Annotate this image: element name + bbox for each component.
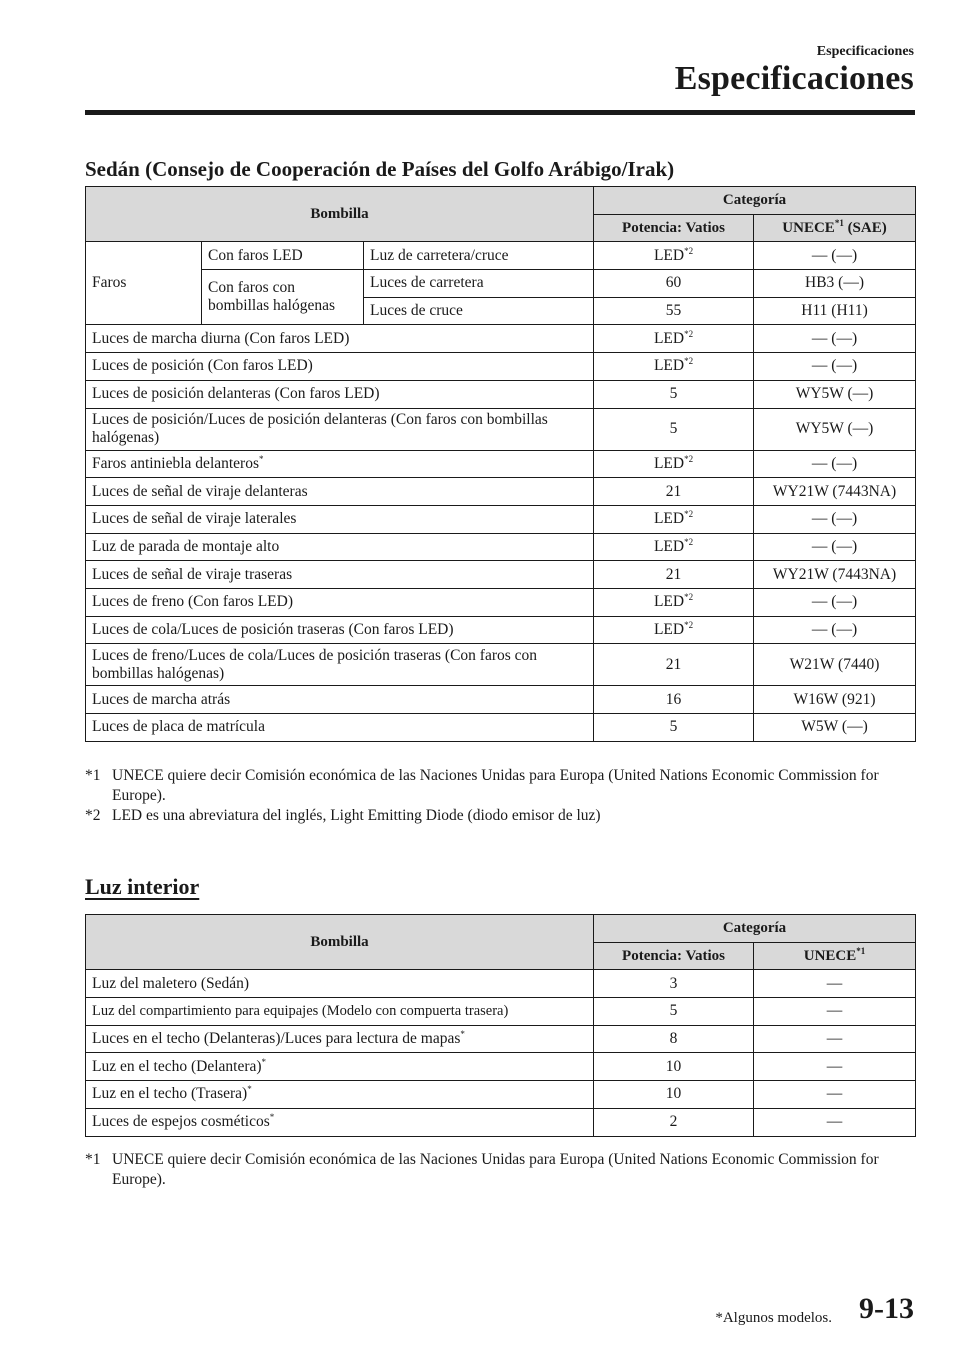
bulb-name: Luces de placa de matrícula — [86, 714, 594, 742]
bulb-name: Luces en el techo (Delanteras)/Luces para lectura de mapas* — [86, 1025, 594, 1053]
footnote — [85, 766, 915, 806]
table-row — [86, 714, 916, 742]
sedan-footnotes — [85, 766, 915, 826]
power-cell: LED$^{*2}$ — [594, 616, 754, 644]
unece-cell: — — [754, 1108, 916, 1136]
power-cell: 55 — [594, 297, 754, 325]
bulb-name: Luces de cola/Luces de posición traseras (Con faros LED) — [86, 616, 594, 644]
table-row — [86, 1053, 916, 1081]
footer-note: *Algunos modelos. — [715, 1310, 832, 1326]
bulb-name: Luces de posición (Con faros LED) — [86, 353, 594, 381]
power-cell: LED$^{*2}$ — [594, 325, 754, 353]
unece-cell: — (—) — [754, 533, 916, 561]
table-row — [86, 325, 916, 353]
power-cell: LED$^{*2}$ — [594, 450, 754, 478]
table-row — [86, 998, 916, 1026]
power-cell: LED$^{*2}$ — [594, 533, 754, 561]
header-rule — [85, 110, 915, 115]
unece-cell: W16W (921) — [754, 686, 916, 714]
bulb-name: Luces de carretera — [364, 270, 594, 298]
footnote-key: *1 — [85, 1151, 101, 1168]
footnote — [85, 806, 915, 826]
power-cell: 8 — [594, 1025, 754, 1053]
table-row — [86, 970, 916, 998]
unece-cell: W21W (7440) — [754, 644, 916, 686]
unece-cell: WY5W (—) — [754, 380, 916, 408]
table-row — [86, 450, 916, 478]
unece-cell: H11 (H11) — [754, 297, 916, 325]
interior-section-title: Luz interior — [85, 874, 200, 899]
interior-bulb-table — [85, 914, 916, 1137]
unece-cell: HB3 (—) — [754, 270, 916, 298]
power-cell: 5 — [594, 380, 754, 408]
unece-cell: — — [754, 998, 916, 1026]
table-row — [86, 380, 916, 408]
bulb-name: Luz en el techo (Trasera)* — [86, 1081, 594, 1109]
headlights-label: Faros — [86, 242, 202, 325]
power-cell: 10 — [594, 1081, 754, 1109]
unece-cell: — (—) — [754, 450, 916, 478]
led-group-label: Con faros LED — [202, 242, 364, 270]
footnote-key: *1 — [85, 767, 101, 784]
power-cell: 21 — [594, 561, 754, 589]
table-row — [86, 561, 916, 589]
footnote-key: *2 — [85, 807, 101, 824]
table-row — [86, 353, 916, 381]
power-cell: 5 — [594, 408, 754, 450]
column-header-bulb: Bombilla — [86, 187, 594, 242]
unece-cell: — — [754, 1053, 916, 1081]
footnote-text: LED es una abreviatura del inglés, Light Emitting Diode (diodo emisor de luz) — [112, 807, 601, 824]
bulb-name: Luz del compartimiento para equipajes (Modelo con compuerta trasera) — [86, 998, 594, 1026]
unece-cell: — (—) — [754, 325, 916, 353]
header-section-small: Especificaciones — [816, 44, 914, 59]
sedan-section-title: Sedán (Consejo de Cooperación de Países del Golfo Arábigo/Irak) — [85, 157, 675, 181]
table-row — [86, 533, 916, 561]
bulb-name: Luces de posición delanteras (Con faros LED) — [86, 380, 594, 408]
unece-cell: — (—) — [754, 242, 916, 270]
power-cell: 16 — [594, 686, 754, 714]
bulb-name: Luces de señal de viraje laterales — [86, 505, 594, 533]
bulb-name: Luz del maletero (Sedán) — [86, 970, 594, 998]
power-cell: LED$^{*2}$ — [594, 588, 754, 616]
column-header-power: Potencia: Vatios — [594, 214, 754, 242]
table-row — [86, 1025, 916, 1053]
power-cell: 5 — [594, 998, 754, 1026]
footnote-text: UNECE quiere decir Comisión económica de las Naciones Unidas para Europa (United Nations Economic Commission for Europe). — [112, 767, 879, 804]
bulb-name: Luces de posición/Luces de posición delanteras (Con faros con bombillas halógenas) — [86, 408, 594, 450]
interior-footnotes — [85, 1150, 915, 1190]
bulb-name: Luces de espejos cosméticos* — [86, 1108, 594, 1136]
unece-cell: — — [754, 970, 916, 998]
halogen-group-label: Con faros con bombillas halógenas — [202, 270, 364, 325]
bulb-name: Luces de señal de viraje traseras — [86, 561, 594, 589]
power-cell: 5 — [594, 714, 754, 742]
table-row — [86, 505, 916, 533]
bulb-name: Luces de señal de viraje delanteras — [86, 478, 594, 506]
unece-cell: — (—) — [754, 353, 916, 381]
bulb-name: Luces de freno/Luces de cola/Luces de posición traseras (Con faros con bombillas halógenas) — [86, 644, 594, 686]
power-cell: 60 — [594, 270, 754, 298]
unece-cell: WY21W (7443NA) — [754, 478, 916, 506]
power-cell: LED$^{*2}$ — [594, 242, 754, 270]
table-row — [86, 616, 916, 644]
power-cell: 21 — [594, 478, 754, 506]
bulb-name: Luz de carretera/cruce — [364, 242, 594, 270]
table-row — [86, 408, 916, 450]
unece-cell: WY21W (7443NA) — [754, 561, 916, 589]
power-cell: 2 — [594, 1108, 754, 1136]
column-header-unece: UNECE$^{*1}$ (SAE) — [754, 214, 916, 242]
column-header-unece: UNECE$^{*1}$ — [754, 942, 916, 970]
power-cell: 10 — [594, 1053, 754, 1081]
page-title: Especificaciones — [674, 60, 914, 97]
power-cell: 3 — [594, 970, 754, 998]
table-row — [86, 242, 916, 270]
column-header-bulb: Bombilla — [86, 915, 594, 970]
table-row — [86, 478, 916, 506]
column-header-category: Categoría — [594, 187, 916, 215]
unece-cell: — (—) — [754, 616, 916, 644]
table-row — [86, 588, 916, 616]
table-row — [86, 1081, 916, 1109]
power-cell: 21 — [594, 644, 754, 686]
footnote — [85, 1150, 915, 1190]
column-header-category: Categoría — [594, 915, 916, 943]
unece-cell: — (—) — [754, 505, 916, 533]
bulb-name: Luces de marcha atrás — [86, 686, 594, 714]
table-row — [86, 270, 916, 298]
power-cell: LED$^{*2}$ — [594, 353, 754, 381]
unece-cell: W5W (—) — [754, 714, 916, 742]
column-header-power: Potencia: Vatios — [594, 942, 754, 970]
table-row — [86, 644, 916, 686]
table-row — [86, 1108, 916, 1136]
sedan-bulb-table — [85, 186, 916, 742]
unece-cell: — — [754, 1081, 916, 1109]
bulb-name: Faros antiniebla delanteros* — [86, 450, 594, 478]
bulb-name: Luces de marcha diurna (Con faros LED) — [86, 325, 594, 353]
unece-cell: — — [754, 1025, 916, 1053]
unece-cell: WY5W (—) — [754, 408, 916, 450]
unece-cell: — (—) — [754, 588, 916, 616]
table-row — [86, 686, 916, 714]
bulb-name: Luces de freno (Con faros LED) — [86, 588, 594, 616]
footnote-text: UNECE quiere decir Comisión económica de las Naciones Unidas para Europa (United Nations Economic Commission for Europe). — [112, 1151, 879, 1188]
bulb-name: Luces de cruce — [364, 297, 594, 325]
bulb-name: Luz en el techo (Delantera)* — [86, 1053, 594, 1081]
bulb-name: Luz de parada de montaje alto — [86, 533, 594, 561]
page-number: 9-13 — [859, 1292, 914, 1325]
power-cell: LED$^{*2}$ — [594, 505, 754, 533]
